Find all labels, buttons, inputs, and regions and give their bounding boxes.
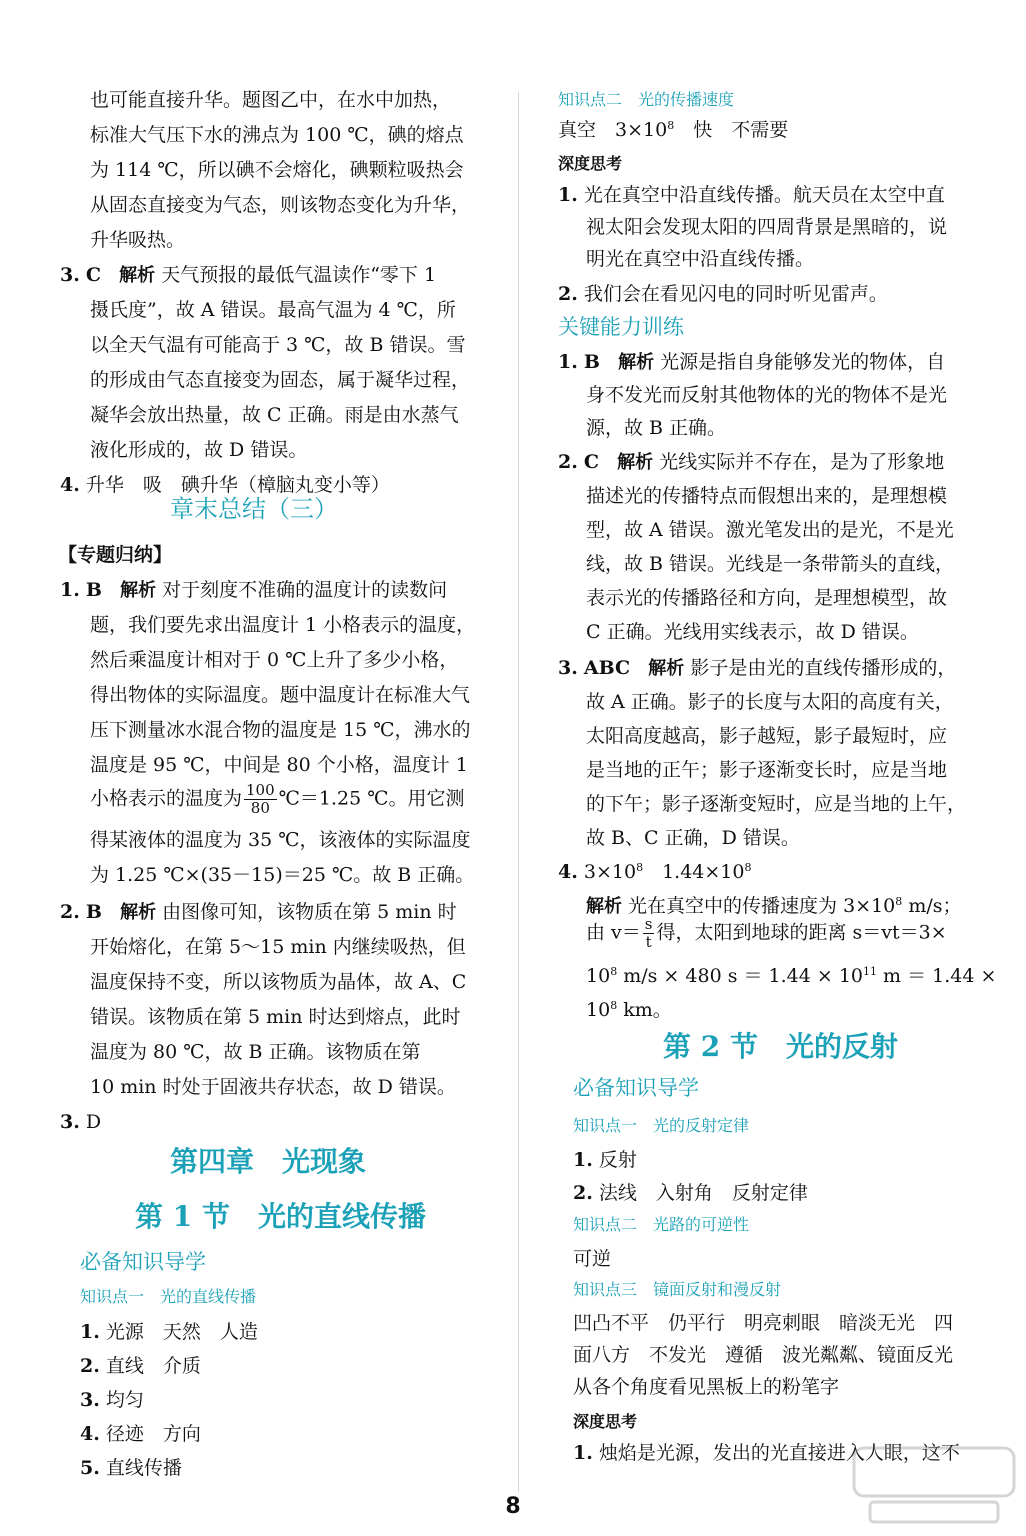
text-line: 是当地的正午；影子逐渐变长时，应是当地 xyxy=(586,759,948,781)
list-item: 2. 法线 入射角 反射定律 xyxy=(573,1182,808,1204)
knowledge-point-2: 知识点二 光的传播速度 xyxy=(558,90,735,109)
text-line: 明光在真空中沿直线传播。 xyxy=(586,248,815,270)
text-line: 也可能直接升华。题图乙中，在水中加热， xyxy=(90,89,452,111)
text-line: 表示光的传播路径和方向，是理想模型，故 xyxy=(586,587,948,609)
text-line: 标准大气压下水的沸点为 100 ℃，碘的熔点 xyxy=(90,124,464,146)
text-line: 开始熔化，在第 5～15 min 内继续吸热，但 xyxy=(90,936,466,958)
text-line: 凝华会放出热量，故 C 正确。雨是由水蒸气 xyxy=(90,404,459,426)
analysis-line: 解析 光在真空中的传播速度为 $3\times 10^8$ m/s； xyxy=(586,895,962,917)
text-line: 线，故 B 错误。光线是一条带箭头的直线， xyxy=(586,553,955,575)
section-title: 第 1 节 光的直线传播 xyxy=(135,1200,426,1233)
text-line: 以全天气温有可能高于 3 ℃，故 B 错误。雪 xyxy=(90,334,466,356)
deep-thinking-heading: 深度思考 xyxy=(573,1412,638,1431)
analysis-label: 解析 xyxy=(119,265,156,286)
analysis-label: 解析 xyxy=(120,902,157,923)
formula-line: $10^8$ m/s × 480 $s = 1.44 \times 10^{11}$ m ＝ 1.44 × xyxy=(586,965,997,987)
think-answer-1: 1. 光在真空中沿直线传播。航天员在太空中直 xyxy=(558,184,945,206)
guide-heading: 必备知识导学 xyxy=(573,1076,699,1100)
formula-line: 由 v＝ $\frac{s}{t}$ 得，太阳到地球的距离 s＝vt＝3× xyxy=(586,915,947,951)
ability-answer-3: 3. ABC 解析 影子是由光的直线传播形成的， xyxy=(558,657,957,679)
knowledge-point-3: 知识点三 镜面反射和漫反射 xyxy=(573,1280,782,1299)
text-line: 身不发光而反射其他物体的光的物体不是光 xyxy=(586,384,948,406)
analysis-label: 解析 xyxy=(618,352,655,373)
text-line: 摄氏度”，故 A 错误。最高气温为 4 ℃，所 xyxy=(90,299,456,321)
text-line: 太阳高度越高，影子越短，影子最短时，应 xyxy=(586,725,948,747)
fraction-line: 小格表示的温度为 $\frac{100}{80}$ ℃＝1.25 ℃。用它测 xyxy=(90,781,465,817)
text-line: 从固态直接变为气态，则该物态变化为升华， xyxy=(90,194,471,216)
text-line: 温度保持不变，所以该物质为晶体，故 A、C xyxy=(90,971,467,993)
fraction: $\frac{s}{t}$ xyxy=(644,915,653,951)
text-line: 然后乘温度计相对于 0 ℃上升了多少小格， xyxy=(90,649,459,671)
text-line: 凹凸不平 仍平行 明亮刺眼 暗淡无光 四 xyxy=(573,1312,954,1334)
ability-answer-1: 1. B 解析 光源是指自身能够发光的物体，自 xyxy=(558,351,946,373)
chapter-title: 第四章 光现象 xyxy=(170,1145,367,1178)
text-line: C 正确。光线用实线表示，故 D 错误。 xyxy=(586,621,919,643)
fraction: $\frac{100}{80}$ xyxy=(246,781,275,817)
text-line: 升华吸热。 xyxy=(90,229,186,251)
text-line: 为 114 ℃，所以碘不会熔化，碘颗粒吸热会 xyxy=(90,159,464,181)
text-line: 从各个角度看见黑板上的粉笔字 xyxy=(573,1376,840,1398)
text-line: 型，故 A 错误。激光笔发出的是光，不是光 xyxy=(586,519,954,541)
page-number: 8 xyxy=(505,1494,521,1519)
text-line: 的下午；影子逐渐变短时，应是当地的上午， xyxy=(586,793,967,815)
text-line: 故 B、C 正确，D 错误。 xyxy=(586,827,800,849)
analysis-label: 解析 xyxy=(586,896,622,917)
kp2-answer: 真空 $3\times 10^8$ 快 不需要 xyxy=(558,119,789,141)
analysis-label: 解析 xyxy=(648,658,685,679)
text-line: 得某液体的温度为 35 ℃，该液体的实际温度 xyxy=(90,829,471,851)
chapter-summary-title: 章末总结（三） xyxy=(170,495,338,523)
think-answer-2: 2. 我们会在看见闪电的同时听见雷声。 xyxy=(558,283,888,305)
text-line: 得出物体的实际温度。题中温度计在标准大气 xyxy=(90,684,471,706)
ability-answer-2: 2. C 解析 光线实际并不存在，是为了形象地 xyxy=(558,451,945,473)
list-item: 1. 光源 天然 人造 xyxy=(80,1321,258,1343)
list-item: 3. 均匀 xyxy=(80,1389,144,1411)
text-line: 故 A 正确。影子的长度与太阳的高度有关， xyxy=(586,691,954,713)
topic-answer-1: 1. B 解析 对于刻度不准确的温度计的读数问 xyxy=(60,579,448,601)
analysis-label: 解析 xyxy=(617,452,654,473)
topic-answer-2: 2. B 解析 由图像可知，该物质在第 5 min 时 xyxy=(60,901,457,923)
formula-line: $10^8$ km。 xyxy=(586,999,672,1021)
text-line: 液化形成的，故 D 错误。 xyxy=(90,439,308,461)
list-item: 1. 反射 xyxy=(573,1149,637,1171)
ability-heading: 关键能力训练 xyxy=(558,315,684,339)
text-line: 错误。该物质在第 5 min 时达到熔点，此时 xyxy=(90,1006,461,1028)
text-line: 为 1.25 ℃×(35－15)＝25 ℃。故 B 正确。 xyxy=(90,864,475,886)
text-line: 题，我们要先求出温度计 1 小格表示的温度， xyxy=(90,614,476,636)
section-title: 第 2 节 光的反射 xyxy=(663,1030,898,1063)
text-line: 可逆 xyxy=(573,1248,612,1270)
list-item: 2. 直线 介质 xyxy=(80,1355,201,1377)
text-line: 10 min 时处于固液共存状态，故 D 错误。 xyxy=(90,1076,456,1098)
ability-answer-4: 4. $3\times 10^8$ $1.44\times 10^8$ xyxy=(558,861,752,883)
text-line: 视太阳会发现太阳的四周背景是黑暗的，说 xyxy=(586,216,948,238)
analysis-label: 解析 xyxy=(120,580,157,601)
think-answer-1: 1. 烛焰是光源，发出的光直接进入人眼，这不 xyxy=(573,1442,960,1464)
answer-3: 3. C 解析 天气预报的最低气温读作“零下 1 xyxy=(60,264,437,286)
text-line: 描述光的传播特点而假想出来的，是理想模 xyxy=(586,485,948,507)
text-line: 面八方 不发光 遵循 波光粼粼、镜面反光 xyxy=(573,1344,954,1366)
deep-thinking-heading: 深度思考 xyxy=(558,154,623,173)
topic-answer-3: 3. D xyxy=(60,1111,102,1133)
text-line: 源，故 B 正确。 xyxy=(586,417,727,439)
knowledge-point-1: 知识点一 光的反射定律 xyxy=(573,1116,750,1135)
text-line: 温度是 95 ℃，中间是 80 个小格，温度计 1 xyxy=(90,754,468,776)
text-line: 压下测量冰水混合物的温度是 15 ℃，沸水的 xyxy=(90,719,471,741)
answer-choice: C xyxy=(85,264,102,286)
knowledge-point-2: 知识点二 光路的可逆性 xyxy=(573,1215,750,1234)
knowledge-point-1: 知识点一 光的直线传播 xyxy=(80,1287,257,1306)
column-divider xyxy=(518,92,519,1492)
text-line: 的形成由气态直接变为固态，属于凝华过程， xyxy=(90,369,471,391)
list-item: 5. 直线传播 xyxy=(80,1457,182,1479)
text-line: 温度为 80 ℃，故 B 正确。该物质在第 xyxy=(90,1041,421,1063)
item-number: 3. xyxy=(60,264,80,286)
guide-heading: 必备知识导学 xyxy=(80,1250,206,1274)
list-item: 4. 径迹 方向 xyxy=(80,1423,201,1445)
topic-heading: 【专题归纳】 xyxy=(58,544,173,566)
answer-4: 4. 升华 吸 碘升华（樟脑丸变小等） xyxy=(60,474,390,496)
